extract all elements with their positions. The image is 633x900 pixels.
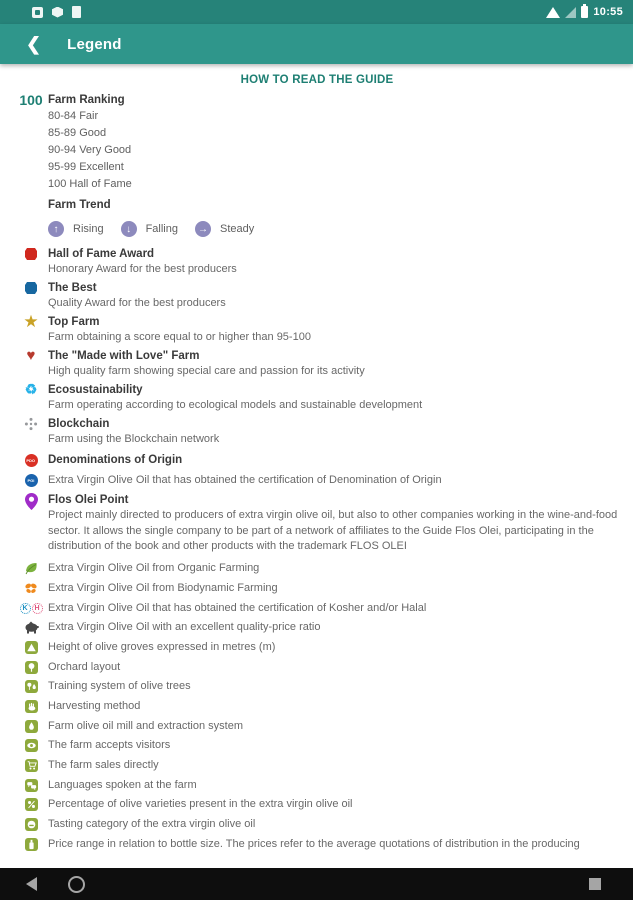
farm-trend-title: Farm Trend — [48, 199, 111, 211]
item-description: Extra Virgin Olive Oil that has obtained the certification of Denomination of Origin — [48, 474, 442, 487]
item-label: Farm olive oil mill and extraction system — [48, 719, 244, 732]
legend-item-price-range — [14, 835, 620, 855]
item-label: Height of olive groves expressed in metres (m) — [48, 640, 276, 653]
farm-ranking-row — [14, 93, 620, 108]
map-pin-icon — [14, 493, 48, 510]
tree-shape-icon — [25, 680, 38, 693]
item-title: Ecosustainability — [48, 384, 143, 396]
nav-recents-button[interactable] — [589, 878, 601, 890]
falling-arrow-icon: ↓ — [121, 221, 137, 237]
notification-app-icon — [32, 7, 43, 18]
notification-shield-icon — [52, 7, 63, 18]
biodynamic-butterfly-icon — [14, 582, 48, 595]
trend-label: Rising — [73, 223, 104, 235]
ranking-levels — [48, 108, 620, 193]
trend-label: Falling — [145, 223, 178, 235]
ranking-level: 85-89 Good — [48, 127, 107, 139]
bottle-icon — [25, 838, 38, 851]
ranking-title: Farm Ranking — [48, 94, 125, 106]
rising-arrow-icon: ↑ — [48, 221, 64, 237]
item-description: Project mainly directed to producers of extra virgin olive oil, but also to other companies working in the wine-and-food sector. It allows the single company to be part of a network of affiliates to the Guide Flos Olei, participating in the distribution of the book and other products with the trademark FLOS OLEI — [48, 509, 618, 553]
legend-item-organic — [14, 559, 620, 579]
notification-file-icon — [72, 6, 81, 18]
tasting-face-icon — [25, 818, 38, 831]
ranking-score: 100 — [19, 92, 43, 108]
item-description: Honorary Award for the best producers — [48, 263, 237, 275]
item-label: The farm sales directly — [48, 759, 159, 772]
item-title: The Best — [48, 282, 97, 294]
item-label: Extra Virgin Olive Oil from Organic Farming — [48, 562, 260, 575]
item-description: Farm obtaining a score equal to or higher than 95-100 — [48, 331, 311, 343]
legend-item-quality-price — [14, 618, 620, 638]
item-label: Extra Virgin Olive Oil with an excellent quality-price ratio — [48, 621, 321, 634]
piggy-bank-icon — [14, 621, 48, 634]
legend-item-varieties-percentage — [14, 795, 620, 815]
app-bar — [0, 24, 633, 64]
item-label: Harvesting method — [48, 700, 141, 713]
legend-item-blockchain — [14, 417, 620, 447]
legend-item-top-farm — [14, 312, 620, 345]
back-arrow-icon[interactable]: ❮ — [26, 34, 42, 54]
legend-item-visitors — [14, 736, 620, 756]
nav-back-button[interactable] — [26, 877, 37, 891]
legend-item-training-system — [14, 677, 620, 697]
item-label: Price range in relation to bottle size. The prices refer to the average quotations of distribution in the producing — [48, 837, 580, 850]
speech-bubbles-icon — [25, 779, 38, 792]
ranking-level: 95-99 Excellent — [48, 161, 124, 173]
shopping-cart-icon — [25, 759, 38, 772]
legend-content — [0, 64, 633, 868]
item-title: Hall of Fame Award — [48, 248, 155, 260]
ranking-level: 100 Hall of Fame — [48, 178, 132, 190]
page-title: Legend — [67, 35, 122, 53]
pdo-badge-icon: PDO — [25, 454, 38, 467]
legend-item-direct-sales — [14, 756, 620, 776]
item-label: Training system of olive trees — [48, 680, 191, 693]
item-title: Denominations of Origin — [48, 454, 183, 467]
legend-item-hall-of-fame — [14, 247, 620, 277]
hall-of-fame-award-icon — [14, 247, 48, 261]
legend-item-tasting — [14, 815, 620, 835]
battery-icon — [581, 6, 588, 18]
halal-h-icon: H — [32, 603, 43, 614]
the-best-award-icon — [14, 281, 48, 295]
legend-item-kosher-halal — [14, 598, 620, 618]
cell-signal-icon — [565, 7, 576, 18]
legend-item-made-with-love — [14, 349, 620, 379]
legend-item-harvesting — [14, 697, 620, 717]
clock: 10:55 — [593, 6, 623, 18]
item-description: Farm operating according to ecological models and sustainable development — [48, 399, 423, 411]
farm-trend-row — [48, 219, 620, 239]
item-title: Blockchain — [48, 418, 110, 430]
hand-harvest-icon — [25, 700, 38, 713]
legend-item-orchard — [14, 657, 620, 677]
legend-item-ecosustainability — [14, 383, 620, 413]
oil-drop-icon — [25, 720, 38, 733]
item-label: Tasting category of the extra virgin olive oil — [48, 818, 256, 831]
kosher-k-icon: K — [20, 603, 31, 614]
legend-item-altitude — [14, 638, 620, 658]
legend-item-the-best — [14, 281, 620, 311]
item-description: High quality farm showing special care and passion for its activity — [48, 365, 365, 377]
legend-item-biodynamic — [14, 579, 620, 599]
legend-item-denominations-title — [14, 451, 620, 471]
legend-item-flos-olei-point — [14, 493, 620, 555]
section-heading: HOW TO READ THE GUIDE — [240, 74, 394, 86]
heart-icon: ♥ — [26, 347, 36, 364]
percent-icon — [25, 798, 38, 811]
item-label: Extra Virgin Olive Oil that has obtained the certification of Kosher and/or Halal — [48, 601, 427, 614]
trend-label: Steady — [219, 223, 255, 235]
item-label: Languages spoken at the farm — [48, 778, 197, 791]
legend-item-languages — [14, 775, 620, 795]
android-nav-bar — [0, 868, 633, 900]
organic-leaf-icon — [14, 562, 48, 575]
wifi-icon — [546, 7, 560, 18]
item-label: Percentage of olive varieties present in the extra virgin olive oil — [48, 798, 353, 811]
recycle-icon: ♻ — [24, 381, 38, 397]
item-title: The "Made with Love" Farm — [48, 350, 200, 362]
ranking-level: 80-84 Fair — [48, 110, 99, 122]
item-title: Flos Olei Point — [48, 494, 129, 507]
item-title: Top Farm — [48, 316, 100, 328]
legend-item-denominations-desc — [14, 471, 620, 491]
pgi-badge-icon: PGI — [25, 474, 38, 487]
item-label: Extra Virgin Olive Oil from Biodynamic Farming — [48, 581, 278, 594]
tree-icon — [25, 661, 38, 674]
nav-home-button[interactable] — [68, 876, 85, 893]
ranking-level: 90-94 Very Good — [48, 144, 132, 156]
item-description: Farm using the Blockchain network — [48, 433, 220, 445]
item-label: The farm accepts visitors — [48, 739, 171, 752]
top-farm-star-icon: ★ — [23, 312, 39, 331]
blockchain-icon — [14, 417, 48, 431]
steady-arrow-icon: → — [195, 221, 211, 237]
notification-icons — [32, 6, 81, 18]
item-label: Orchard layout — [48, 660, 121, 673]
item-description: Quality Award for the best producers — [48, 297, 226, 309]
status-bar — [0, 0, 633, 24]
mountain-icon — [25, 641, 38, 654]
kosher-halal-icon — [14, 603, 48, 614]
legend-item-oil-mill — [14, 716, 620, 736]
eye-icon — [25, 739, 38, 752]
